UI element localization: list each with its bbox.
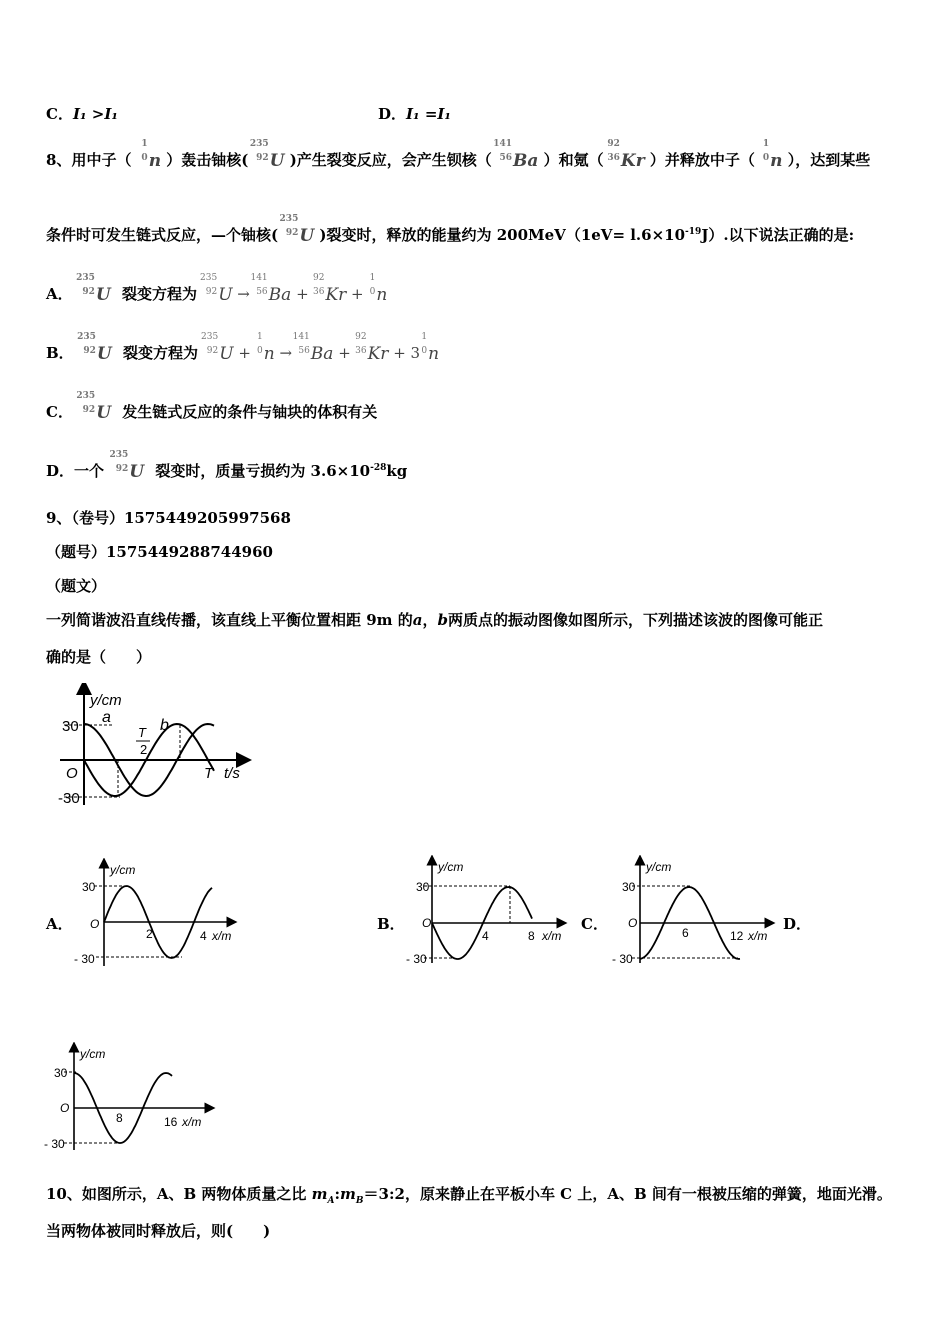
vibration-graph [52, 683, 252, 813]
svg-text:16: 16 [164, 1115, 178, 1129]
svg-text:12: 12 [730, 929, 744, 943]
svg-text:O: O [90, 917, 100, 931]
svg-text:O: O [60, 1101, 70, 1115]
vib-yneg30: -30 [58, 790, 80, 807]
eq-a-plus-1: + [296, 285, 309, 303]
q8-option-d [46, 450, 408, 482]
q8-option-d-label: D． [46, 462, 75, 480]
eq-b-arrow: → [279, 344, 293, 362]
q9-body-line2: 确的是（ ） [46, 648, 152, 666]
vib-origin: O [66, 765, 78, 782]
q8-option-a [46, 273, 388, 305]
q9-number: 9、 [46, 509, 72, 527]
nuclide-uranium-a: 235 92 U [76, 273, 111, 305]
q8-option-b [46, 332, 440, 364]
eq-b-n2: 1 0 n [421, 332, 440, 364]
svg-text:30: 30 [82, 880, 96, 894]
q8-text-6: ），达到某些 [787, 151, 871, 169]
svg-text:y/cm: y/cm [438, 860, 464, 874]
nuclide-krypton: 92 36 Kr [607, 139, 645, 171]
svg-text:4: 4 [482, 929, 489, 943]
svg-text:4: 4 [200, 929, 207, 943]
q9-ti: （题号）1575449288744960 [46, 543, 273, 561]
q7-option-c [46, 103, 118, 124]
q8-text-7: 条件时可发生链式反应，—个铀核( [46, 226, 279, 244]
nuclide-neutron-2: 1 0 n [762, 139, 783, 171]
q8-text-4: ）和氪（ [543, 151, 604, 169]
eq-a-arrow: → [237, 285, 250, 303]
q8-option-b-text: 裂变方程为 [122, 344, 198, 362]
q8-text-2: ）轰击铀核( [166, 151, 249, 169]
q8-option-b-label: B． [46, 344, 74, 362]
wave-graph-a [74, 858, 244, 973]
svg-text:y/cm: y/cm [646, 860, 672, 874]
vib-label-b: b [160, 717, 169, 734]
eq-a-u: 235 92 U [200, 273, 233, 305]
q10-line2: 当两物体被同时释放后，则( ) [46, 1222, 271, 1240]
vib-label-a: a [102, 709, 111, 726]
vib-t: T [204, 765, 214, 782]
q9-tiwen: （题文） [46, 577, 107, 595]
eq-b-plus-2: + [393, 344, 406, 362]
q8-number: 8、 [46, 151, 72, 169]
eq-a-n: 1 0 n [369, 273, 388, 305]
nuclide-uranium-c: 235 92 U [76, 391, 112, 423]
svg-text:y/cm: y/cm [110, 863, 136, 877]
q7-option-c-label: C． [46, 105, 73, 123]
svg-text:2: 2 [146, 927, 153, 941]
eq-b-ba: 141 56 Ba [292, 332, 334, 364]
q8-text-1: 用中子（ [71, 151, 132, 169]
q8-option-d-pre: 一个 [74, 462, 105, 480]
eq-a-ba: 141 56 Ba [250, 273, 292, 305]
q9-body-line1: 一列简谐波沿直线传播，该直线上平衡位置相距 9m 的a，b两质点的振动图像如图所示，下列描述该波的图像可能正 [46, 611, 824, 629]
svg-text:x/m: x/m [182, 1115, 202, 1129]
wave-graph-c [608, 855, 780, 970]
q8-option-a-text: 裂变方程为 [121, 285, 197, 303]
q7-option-d [378, 103, 451, 124]
q8-stem-line1 [46, 139, 871, 171]
svg-text:- 30: - 30 [44, 1137, 65, 1151]
svg-text:30: 30 [622, 880, 636, 894]
q10-line1: 10、如图所示，A、B 两物体质量之比 $m_A:m_B=3:2$，原来静止在平板小车 C 上，A、B 间有一根被压缩的弹簧，地面光滑。 [46, 1185, 892, 1206]
svg-text:- 30: - 30 [74, 952, 95, 966]
eq-a-plus-2: + [351, 285, 364, 303]
q9-juan [46, 507, 291, 528]
svg-text:8: 8 [528, 929, 535, 943]
q7-option-d-label: D． [378, 105, 407, 123]
svg-text:30: 30 [54, 1066, 68, 1080]
q9-option-a-label: A． [46, 915, 73, 933]
q8-text-9: J）.以下说法正确的是: [701, 226, 855, 244]
nuclide-uranium-b: 235 92 U [77, 332, 112, 364]
q9-option-d-label: D． [783, 915, 812, 933]
eq-a-kr: 92 36 Kr [312, 273, 347, 305]
svg-text:x/m: x/m [212, 929, 232, 943]
eq-b-coef: 3 [410, 344, 421, 362]
q7-option-d-expr: I₁ =I₁ [406, 105, 451, 123]
q9-option-b-label: B． [377, 915, 405, 933]
svg-text:y/cm: y/cm [80, 1047, 106, 1061]
q8-option-d-text: 裂变时，质量亏损约为 3.6×10 [155, 462, 371, 480]
svg-text:30: 30 [416, 880, 430, 894]
svg-text:- 30: - 30 [406, 952, 427, 966]
nuclide-uranium: 235 92 U [249, 139, 285, 171]
nuclide-barium: 141 56 Ba [493, 139, 539, 171]
eq-b-u: 235 92 U [201, 332, 234, 364]
nuclide-uranium-2: 235 92 U [279, 214, 315, 246]
eq-b-plus-0: + [238, 344, 251, 362]
wave-graph-b [402, 855, 577, 970]
nuclide-neutron: 1 0 n [141, 139, 162, 171]
eq-b-n: 1 0 n [256, 332, 275, 364]
svg-text:O: O [628, 916, 638, 930]
q8-option-c-label: C． [46, 403, 73, 421]
q8-option-d-sup: -28 [370, 463, 387, 473]
vib-ylabel: y/cm [90, 692, 122, 709]
q8-option-c-text: 发生链式反应的条件与铀块的体积有关 [122, 403, 378, 421]
eq-b-kr: 92 36 Kr [355, 332, 389, 364]
q8-option-c [46, 391, 378, 423]
vib-y30: 30 [62, 718, 79, 735]
svg-text:6: 6 [682, 926, 689, 940]
q8-option-a-label: A． [46, 285, 73, 303]
vib-half-t-num: T [138, 725, 146, 740]
q8-text-5: ）并释放中子（ [649, 151, 755, 169]
svg-text:8: 8 [116, 1111, 123, 1125]
svg-text:O: O [422, 916, 432, 930]
q9-juan-text: （卷号）1575449205997568 [71, 509, 291, 527]
nuclide-uranium-d: 235 92 U [109, 450, 145, 482]
vib-xlabel: t/s [224, 765, 240, 782]
q7-option-c-expr: I₁ >I₁ [72, 105, 118, 123]
eq-b-plus-1: + [338, 344, 351, 362]
wave-graph-d [44, 1042, 216, 1157]
q8-exponent: -19 [685, 227, 702, 237]
vib-half-t-den: 2 [140, 742, 148, 757]
q8-text-3: )产生裂变反应，会产生钡核（ [289, 151, 492, 169]
q8-option-d-unit: kg [386, 462, 408, 480]
svg-text:- 30: - 30 [612, 952, 633, 966]
q8-text-8: )裂变时，释放的能量约为 200MeV（1eV= l.6×10 [319, 226, 686, 244]
q8-stem-line2 [46, 214, 855, 246]
svg-text:x/m: x/m [542, 929, 562, 943]
q9-option-c-label: C． [581, 915, 608, 933]
svg-text:x/m: x/m [748, 929, 768, 943]
